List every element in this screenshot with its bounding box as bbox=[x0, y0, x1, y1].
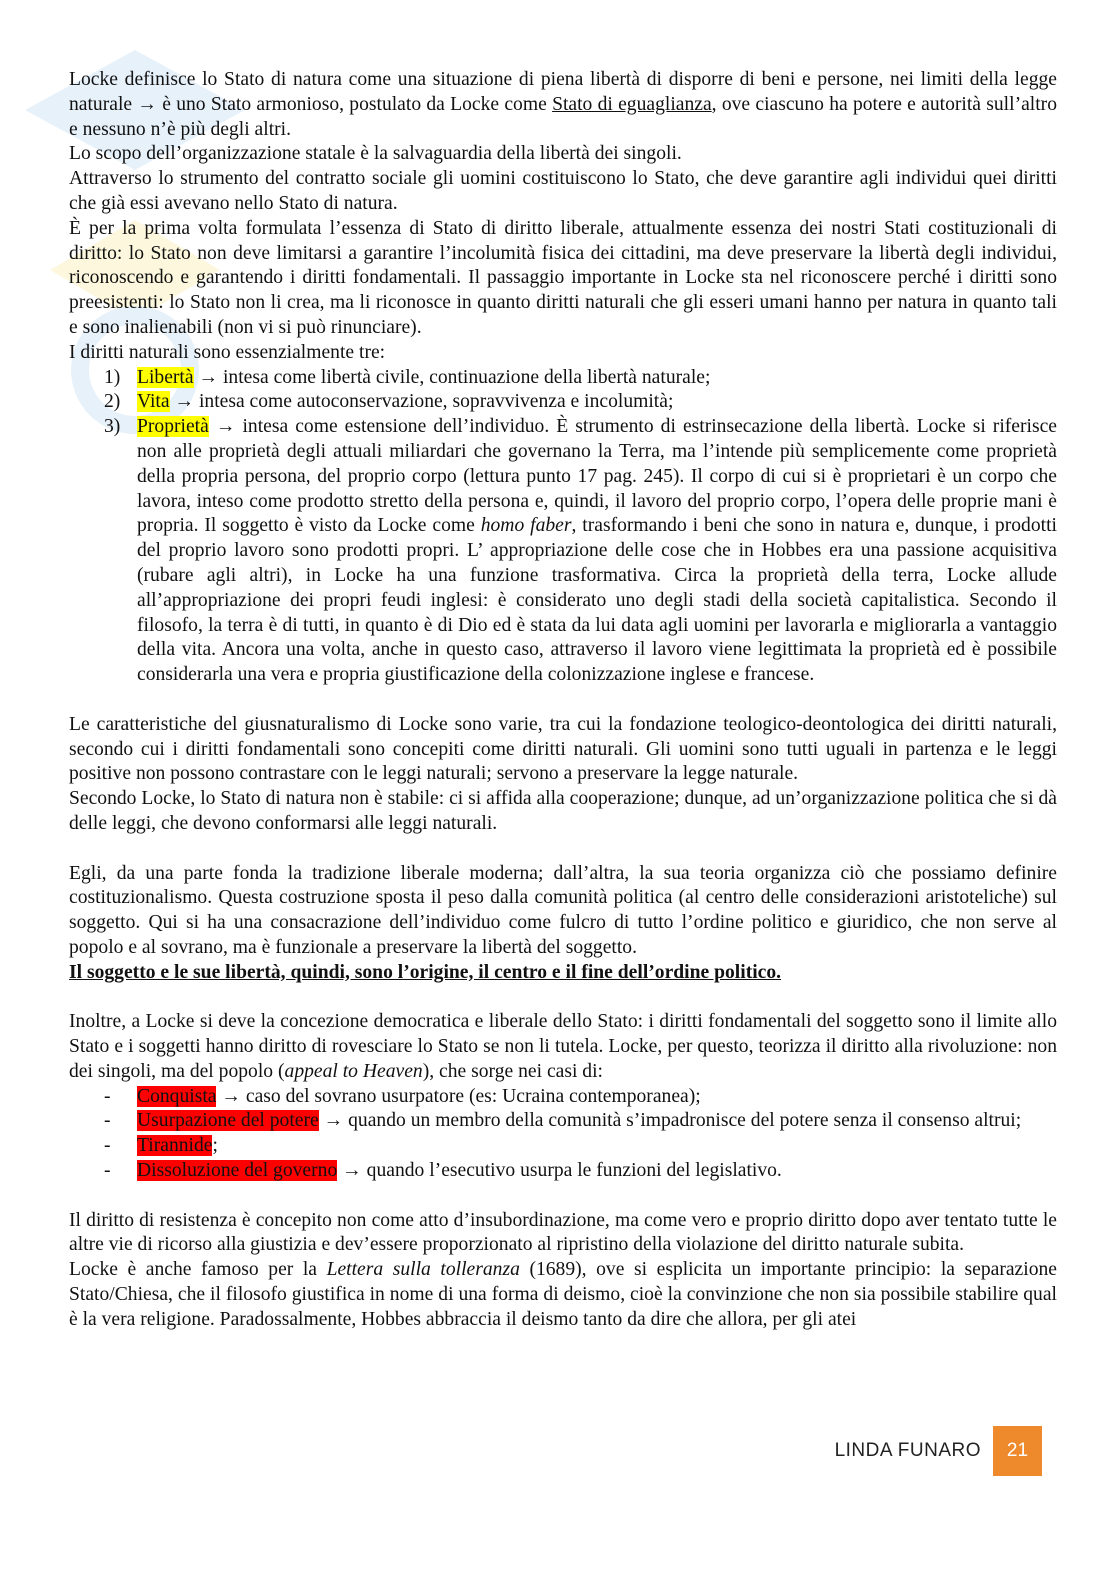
highlighted-term: Proprietà bbox=[137, 416, 209, 438]
page-footer bbox=[835, 1426, 1042, 1476]
paragraph-bold-conclusion: Il soggetto e le sue libertà, quindi, sono l’origine, il centro e il fine dell’ordine politico. bbox=[69, 961, 782, 983]
list-item: - Conquista → caso del sovrano usurpatore (es: Ucraina contemporanea); bbox=[104, 1085, 701, 1107]
arrow-icon: → bbox=[137, 93, 157, 115]
paragraph-rights-intro: I diritti naturali sono essenzialmente tre: bbox=[69, 341, 386, 363]
arrow-icon: → bbox=[174, 391, 195, 413]
highlighted-term: Usurpazione del potere bbox=[137, 1110, 319, 1132]
arrow-icon: → bbox=[337, 1160, 362, 1182]
document-body bbox=[69, 68, 1057, 1333]
list-item: 2) Vita → intesa come autoconservazione, sopravvivenza e incolumità; bbox=[104, 391, 674, 413]
list-item: - Usurpazione del potere → quando un membro della comunità s’impadronisce del potere senza il consenso altrui; bbox=[104, 1110, 1022, 1132]
natural-rights-list bbox=[69, 366, 1057, 688]
paragraph-giusnaturalismo: Le caratteristiche del giusnaturalismo di Locke sono varie, tra cui la fondazione teologico-deontologica dei diritti naturali, secondo cui i diritti fondamentali sono concepiti come diritti naturali. Gli uomini sono tutti uguali in partenza e le leggi positive non possono contrastare con le leggi naturali; servono a preservare la legge naturale. bbox=[69, 713, 1057, 785]
arrow-icon: → bbox=[216, 1085, 241, 1107]
highlighted-term: Dissoluzione del governo bbox=[137, 1160, 338, 1182]
paragraph-liberal-tradition: Egli, da una parte fonda la tradizione liberale moderna; dall’altra, la sua teoria organizza ciò che possiamo definire costituzionalismo. Questa costruzione sposta il peso dalla comunità politica (al centro delle considerazioni aristoteliche) sul soggetto. Qui si ha una consacrazione dell’individuo come fulcro di tutto l’ordine politico e giuridico, che non serve al popolo e al sovrano, ma è funzionale a preservare la libertà del soggetto. bbox=[69, 862, 1057, 958]
arrow-icon: → bbox=[215, 416, 236, 438]
list-item: - Tirannide; bbox=[104, 1135, 218, 1157]
paragraph-purpose: Lo scopo dell’organizzazione statale è la salvaguardia della libertà dei singoli. bbox=[69, 143, 682, 165]
arrow-icon: → bbox=[318, 1110, 344, 1132]
highlighted-term: Vita bbox=[137, 391, 170, 413]
paragraph-resistance: Il diritto di resistenza è concepito non come atto d’insubordinazione, ma come vero e proprio diritto dopo aver tentato tutte le altre vie di ricorso alla giustizia e dev’essere proporzionato al ripristino della violazione del diritto naturale subita. bbox=[69, 1209, 1057, 1256]
paragraph-revolution: Inoltre, a Locke si deve la concezione democratica e liberale dello Stato: i diritti fondamentali del soggetto sono il limite allo Stato e i soggetti hanno diritto di rovesciare lo Stato se non li tutela. Locke, per questo, teorizza il diritto alla rivoluzione: non dei singoli, ma del popolo (appeal to Heaven), che sorge nei casi di: bbox=[69, 1011, 1057, 1082]
paragraph-state-of-nature: Locke definisce lo Stato di natura come una situazione di piena libertà di disporre di beni e persone, nei limiti della legge naturale → è uno Stato armonioso, postulato da Locke come Stato di eguaglianza, ove ciascuno ha potere e autorità sull’altro e nessuno n’è più degli altri. bbox=[69, 69, 1057, 140]
list-item: 3) Proprietà → intesa come estensione dell’individuo. È strumento di estrinsecazione della libertà. Locke si riferisce non alle proprietà degli attuali miliardari che governano la Terra, ma l’intende più semplicemente come proprietà della propria persona, del proprio corpo (lettura punto 17 pag. 245). Il corpo di cui si è proprietari è un corpo che lavora, inteso come prodotto stretto della persona e, quindi, il lavoro del proprio corpo, l’opera delle proprie mani è propria. Il soggetto è visto da Locke come homo faber, trasformando i beni che sono in natura e, dunque, i prodotti del proprio lavoro sono prodotti propri. L’ appropriazione delle cose che in Hobbes era una passione acquisitiva (rubare agli altri), in Locke ha una funzione trasformativa. Circa la proprietà della terra, Locke allude all’appropriazione dei propri feudi inglesi: è considerato uno degli stadi della società capitalistica. Secondo il filosofo, la terra è di tutti, in quanto è di Dio ed è stata da lui data agli uomini per lavorarla e migliorarla a vantaggio della vita. Ancora una volta, anche in questo caso, attraverso il lavoro viene legittimata la proprietà ed è possibile considerarla una vera e propria giustificazione della colonizzazione inglese e francese. bbox=[104, 416, 1057, 686]
page-number-badge: 21 bbox=[993, 1426, 1042, 1476]
highlighted-term: Conquista bbox=[137, 1085, 217, 1107]
list-item: - Dissoluzione del governo → quando l’esecutivo usurpa le funzioni del legislativo. bbox=[104, 1160, 782, 1182]
highlighted-term: Tirannide bbox=[137, 1135, 213, 1157]
paragraph-social-contract: Attraverso lo strumento del contratto sociale gli uomini costituiscono lo Stato, che deve garantire agli individui quei diritti che già essi avevano nello Stato di natura. bbox=[69, 168, 1057, 214]
arrow-icon: → bbox=[198, 366, 219, 388]
highlighted-term: Libertà bbox=[137, 366, 194, 388]
paragraph-liberal-state: È per la prima volta formulata l’essenza di Stato di diritto liberale, attualmente essenza dei nostri Stati costituzionali di diritto: lo Stato non deve limitarsi a garantire l’incolumità fisica dei cittadini, ma deve preservare la libertà degli individui, riconoscendo e garantendo i diritti fondamentali. Il passaggio importante in Locke sta nel riconoscere perché i diritti sono preesistenti: lo Stato non li crea, ma li riconosce in quanto diritti naturali che gli esseri umani hanno per natura in quanto tali e sono inalienabili (non vi si può rinunciare). bbox=[69, 217, 1057, 338]
revolution-cases-list bbox=[69, 1085, 1057, 1184]
footer-author: LINDA FUNARO bbox=[834, 1440, 981, 1461]
list-item: 1) Libertà → intesa come libertà civile, continuazione della libertà naturale; bbox=[104, 366, 711, 388]
paragraph-stability: Secondo Locke, lo Stato di natura non è stabile: ci si affida alla cooperazione; dunque, ad un’organizzazione politica che si dà delle leggi, che devono conformarsi alle leggi naturali. bbox=[69, 788, 1057, 834]
paragraph-tolerance: Locke è anche famoso per la Lettera sulla tolleranza (1689), ove si esplicita un importante principio: la separazione Stato/Chiesa, che il filosofo giustifica in nome di una forma di deismo, cioè la convinzione che non sia possibile stabilire qual è la vera religione. Paradossalmente, Hobbes abbraccia il deismo tanto da dire che allora, per gli atei bbox=[69, 1259, 1057, 1330]
underlined-term: Stato di eguaglianza bbox=[552, 93, 712, 115]
